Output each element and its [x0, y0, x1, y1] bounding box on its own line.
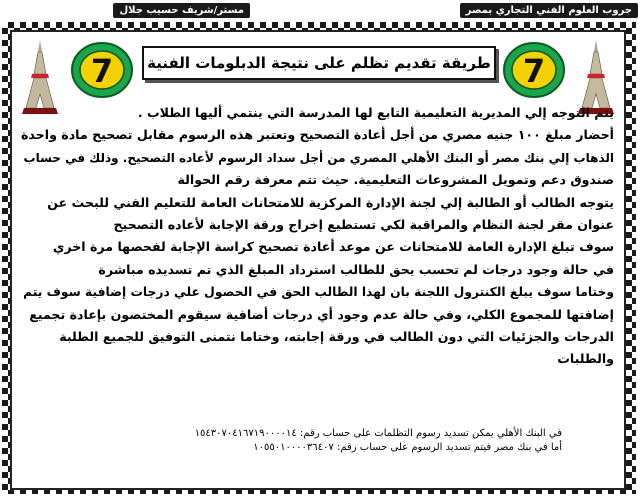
- body-line: الذهاب إلي بنك مصر أو البنك الأهلي المصري من أجل سداد الرسوم لأعاده التصحيح. وذلك في حساب: [23, 150, 614, 165]
- number-seven-badge-icon: [502, 40, 566, 100]
- document-panel: [10, 30, 626, 490]
- body-line: إضافتها للمجموع الكلي، وفي حالة عدم وجود أي درجات أضافية سيقوم المختصون بإعادة تجميع: [29, 306, 614, 322]
- number-seven-badge-icon: [70, 40, 134, 100]
- body-line: عنوان مقر لجنة النظام والمراقبة لكي تستطيع إخراج ورقة الإجابة لأعاده التصحيح: [113, 217, 614, 233]
- body-line: أحضار مبلغ ١٠٠ جنيه مصري من أجل أعادة التصحيح وتعتبر هذه الرسوم مقابل تصحيح مادة واحدة: [20, 127, 614, 143]
- badge-number: 7: [90, 52, 114, 90]
- body-line: والطلبات: [557, 351, 614, 367]
- bank-account-note: [132, 427, 562, 455]
- body-line: يتوجه الطالب أو الطالبة إلي لجنة الإدارة المركزية للامتحانات العامة للتعليم الفني للبحث عن: [47, 194, 614, 210]
- body-line: في حالة وجود درجات لم تحسب يحق للطالب استرداد المبلغ الذي تم تسديده مباشرة: [98, 261, 614, 277]
- body-line: الدرجات والجزئيات التي دون الطالب في ورقة إجابته، وختاما نتمنى التوفيق للجميع الطلبة: [59, 329, 614, 345]
- teacher-label: مستر/شريف حسيب جلال: [113, 3, 250, 18]
- badge-number: 7: [522, 52, 546, 90]
- body-line: سوف تبلغ الإدارة العامة للامتحانات عن موعد أعادة تصحيح كراسة الإجابة لفحصها مرة اخري: [52, 239, 614, 255]
- footer-line: أما في بنك مصر فيتم تسديد الرسوم على حساب رقم: ١٠٥٥٠١٠٠٠٠٣٦٤٠٧: [253, 442, 562, 453]
- body-line: صندوق دعم وتمويل المشروعات التعليمية. حيث تتم معرفة رقم الحوالة: [177, 172, 614, 188]
- page-title: طريقة تقديم تظلم على نتيجة الدبلومات الفنية: [142, 46, 496, 80]
- top-bar: [0, 0, 640, 22]
- body-line: يتم التوجه إلي المديرية التعليمية التابع لها المدرسة التي ينتمي أليها الطلاب .: [137, 105, 614, 120]
- body-line: وختاما سوف يبلغ الكنترول اللجنة بان لهذا الطالب الحق في الحصول علي درجات إضافية سوف يتم: [23, 285, 614, 300]
- school-label: جروب العلوم الفني التجاري بمصر: [460, 3, 638, 18]
- instructions-body: [18, 102, 614, 371]
- checkered-border: [2, 22, 636, 494]
- footer-line: في البنك الأهلي يمكن تسديد رسوم التظلمات على حساب رقم: ١٥٤٣٠٧٠٤١٦٧١٩٠٠٠٠١٤: [194, 428, 562, 439]
